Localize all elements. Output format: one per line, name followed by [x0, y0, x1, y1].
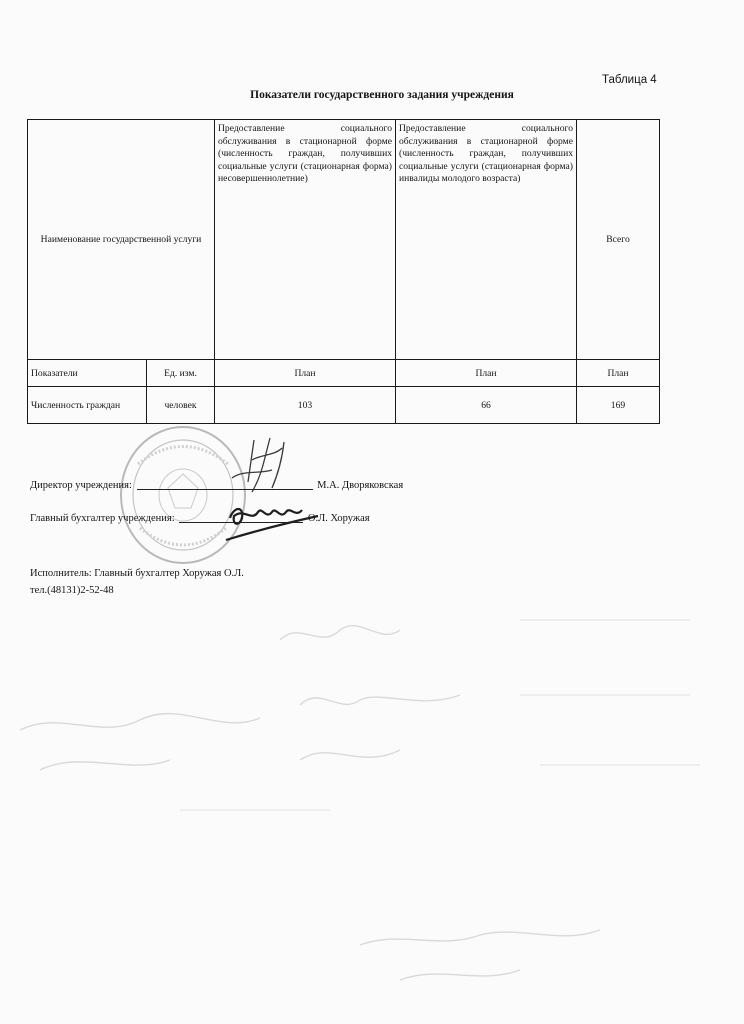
- director-line: [30, 480, 403, 491]
- indicator-unit: человек: [147, 387, 215, 424]
- director-name: М.А. Дворяковская: [317, 480, 404, 491]
- service-name-header: Наименование государственной услуги: [28, 120, 215, 360]
- executor-phone: тел.(48131)2-52-48: [30, 585, 114, 596]
- value-total: 169: [577, 387, 660, 424]
- page-title: Показатели государственного задания учреждения: [250, 89, 514, 101]
- unit-label: Ед. изм.: [147, 360, 215, 387]
- service-header-disabled-young: Предоставление социального обслуживания в стационарной форме (численность граждан, получивших социальные услуги (стационарная форма) инвалиды молодого возраста): [396, 120, 577, 360]
- value-minors: 103: [215, 387, 396, 424]
- table-subheader-row: [28, 360, 660, 387]
- plan-label: План: [215, 360, 396, 387]
- table-header-row: [28, 120, 660, 360]
- table-number: Таблица 4: [602, 74, 657, 86]
- indicator-name: Численность граждан: [28, 387, 147, 424]
- plan-label: План: [396, 360, 577, 387]
- total-header: Всего: [577, 120, 660, 360]
- accountant-label: Главный бухгалтер учреждения:: [30, 513, 175, 524]
- value-disabled-young: 66: [396, 387, 577, 424]
- bleed-through-marks: [0, 600, 744, 1024]
- accountant-line: [30, 513, 370, 524]
- accountant-name: О.Л. Хоружая: [307, 513, 370, 524]
- executor-block: [30, 565, 244, 599]
- executor-line: Исполнитель: Главный бухгалтер Хоружая О.Л.: [30, 568, 244, 579]
- indicators-table: [27, 119, 660, 424]
- plan-label: План: [577, 360, 660, 387]
- indicators-label: Показатели: [28, 360, 147, 387]
- service-header-minors: Предоставление социального обслуживания в стационарной форме (численность граждан, получивших социальные услуги (стационарная форма) несовершеннолетние): [215, 120, 396, 360]
- director-label: Директор учреждения:: [30, 480, 132, 491]
- table-row: [28, 387, 660, 424]
